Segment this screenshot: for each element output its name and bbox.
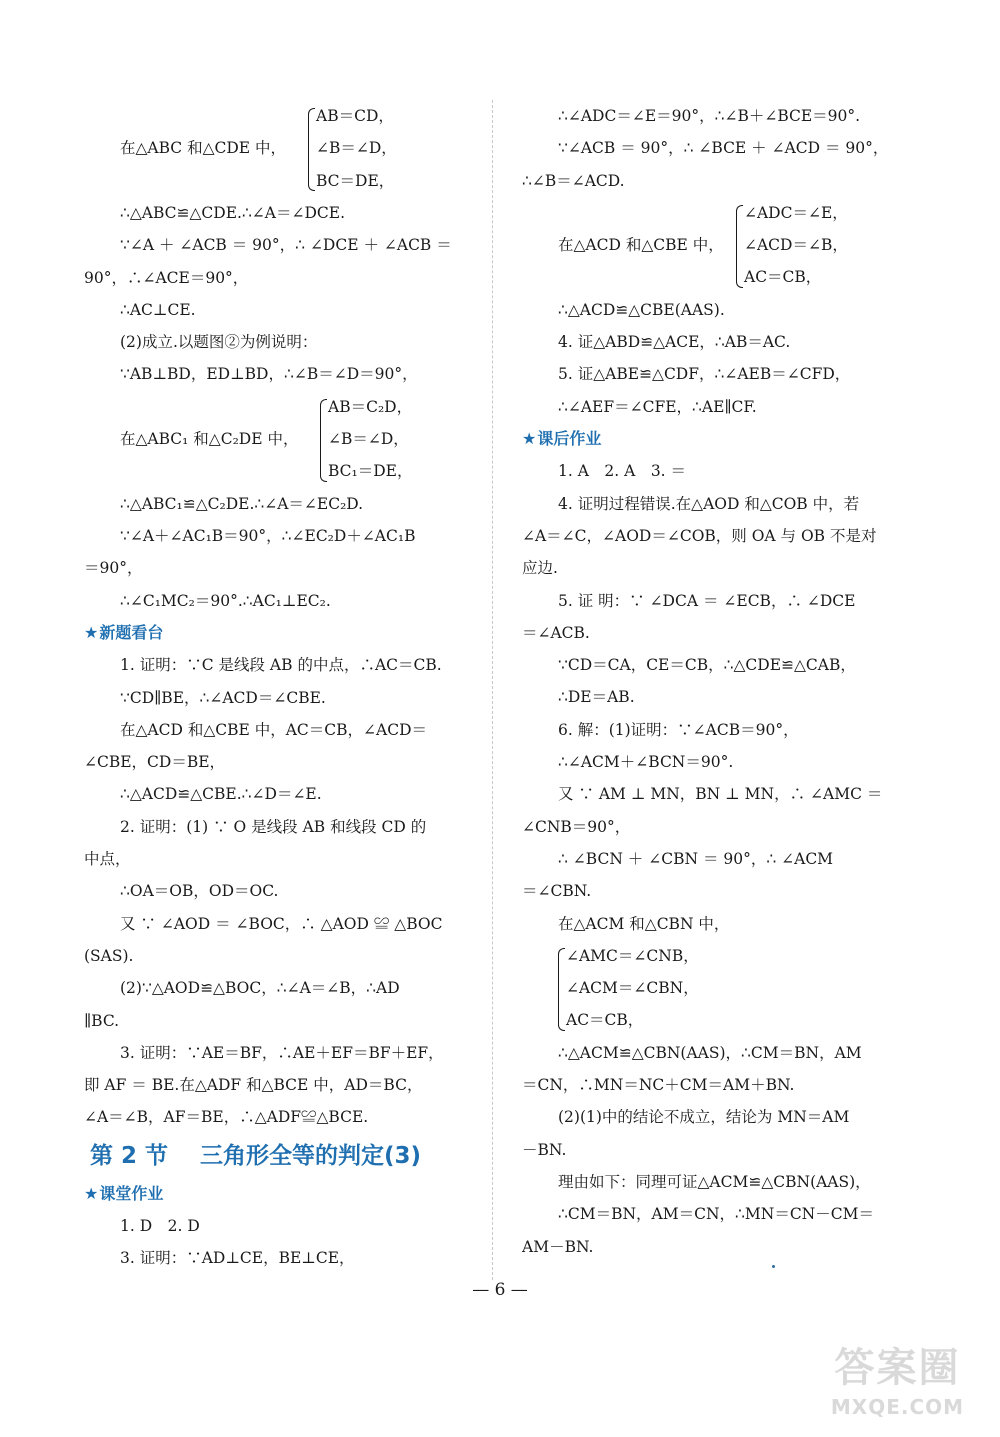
star-icon: ★ bbox=[522, 429, 537, 449]
left-column bbox=[84, 100, 470, 1275]
system-row: ∠ACD＝∠B， bbox=[744, 236, 848, 255]
text-line: ∴△ACD≌△CBE(AAS). bbox=[558, 300, 725, 319]
text-line: ∴∠B＝∠ACD. bbox=[522, 171, 625, 190]
text-line: 4. 证明过程错误.在△AOD 和△COB 中，若 bbox=[558, 494, 860, 513]
star-icon: ★ bbox=[84, 622, 99, 642]
text-line: ∵CD＝CA，CE＝CB，∴△CDE≌△CAB， bbox=[558, 656, 856, 675]
left-brace bbox=[320, 399, 327, 482]
text-line: ∴DE＝AB. bbox=[558, 688, 635, 707]
system-rows bbox=[316, 100, 397, 197]
text-line: ∵∠A＋∠AC₁B＝90°，∴∠EC₂D＋∠AC₁B bbox=[120, 527, 416, 546]
text-line: ∴CM＝BN，AM＝CN，∴MN＝CN－CM＝ bbox=[558, 1205, 874, 1224]
system-rows bbox=[328, 391, 413, 488]
text-line: 即 AF ＝ BE.在△ADF 和△BCE 中，AD＝BC， bbox=[84, 1076, 423, 1095]
system-row: AC＝CB， bbox=[566, 1011, 644, 1030]
subsection-heading: ★课后作业 bbox=[522, 429, 602, 449]
system-row: ∠AMC＝∠CNB， bbox=[566, 946, 699, 965]
system-lead: 在△ACD 和△CBE 中， bbox=[558, 236, 724, 255]
text-line: －BN. bbox=[522, 1140, 567, 1159]
text-line: 又 ∵ ∠AOD ＝ ∠BOC，∴ △AOD ≌ △BOC bbox=[120, 914, 443, 933]
ink-dot bbox=[772, 1265, 775, 1268]
text-line: ∵∠A ＋ ∠ACB ＝ 90°，∴ ∠DCE ＋ ∠ACB ＝ bbox=[120, 236, 452, 255]
text-line: 3. 证明：∵AE＝BF，∴AE＋EF＝BF＋EF， bbox=[120, 1043, 444, 1062]
system-row: AC＝CB， bbox=[744, 268, 822, 287]
watermark-text: 答案圈 bbox=[834, 1345, 961, 1391]
text-line: ＝∠CBN. bbox=[522, 882, 592, 901]
text-line: ∴△ABC≌△CDE.∴∠A＝∠DCE. bbox=[120, 204, 346, 222]
left-brace bbox=[558, 948, 565, 1031]
text-line: AM－BN. bbox=[522, 1237, 594, 1256]
equation-system bbox=[522, 197, 908, 294]
system-row: AB＝C₂D， bbox=[328, 397, 413, 416]
right-column bbox=[522, 100, 908, 1263]
text-line: 1. 证明：∵C 是线段 AB 的中点，∴AC＝CB. bbox=[120, 656, 442, 675]
text-line: 90°，∴∠ACE＝90°， bbox=[84, 268, 249, 287]
text-line: ∵CD∥BE，∴∠ACD＝∠CBE. bbox=[120, 688, 326, 707]
system-row: BC₁＝DE， bbox=[328, 462, 413, 481]
text-line: 中点， bbox=[84, 850, 131, 869]
system-rows bbox=[744, 197, 848, 294]
text-line: 1. A 2. A 3. ＝ bbox=[558, 462, 687, 481]
text-line: ∠A＝∠C，∠AOD＝∠COB，则 OA 与 OB 不是对 bbox=[522, 526, 877, 545]
text-line: 1. D 2. D bbox=[120, 1217, 200, 1236]
text-line: ∴AC⊥CE. bbox=[120, 300, 196, 319]
system-row: BC＝DE， bbox=[316, 171, 395, 190]
subsection-heading: ★新题看台 bbox=[84, 622, 164, 642]
text-line: 6. 解：(1)证明：∵∠ACB＝90°， bbox=[558, 720, 799, 739]
system-row: ∠B＝∠D， bbox=[316, 139, 397, 158]
subsection-heading: ★课堂作业 bbox=[84, 1183, 164, 1203]
system-row: AB＝CD， bbox=[316, 107, 394, 125]
text-line: 在△ACD 和△CBE 中，AC＝CB，∠ACD＝ bbox=[120, 720, 428, 739]
text-line: 3. 证明：∵AD⊥CE，BE⊥CE， bbox=[120, 1249, 355, 1268]
left-brace bbox=[308, 108, 315, 191]
text-line: ∥BC. bbox=[84, 1011, 120, 1030]
text-line: 理由如下：同理可证△ACM≌△CBN(AAS)， bbox=[558, 1173, 871, 1192]
text-line: ∠CBE，CD＝BE， bbox=[84, 753, 226, 772]
text-line: ∴ ∠BCN ＋ ∠CBN ＝ 90°，∴ ∠ACM bbox=[558, 849, 834, 868]
text-line: 5. 证 明：∵ ∠DCA ＝ ∠ECB，∴ ∠DCE bbox=[558, 591, 856, 610]
text-line: ∠CNB＝90°， bbox=[522, 817, 631, 836]
system-lead: 在△ABC 和△CDE 中， bbox=[120, 139, 287, 158]
equation-system bbox=[84, 391, 470, 488]
text-line: ∴∠C₁MC₂＝90°.∴AC₁⊥EC₂. bbox=[120, 591, 331, 610]
star-icon: ★ bbox=[84, 1183, 99, 1203]
equation-system bbox=[522, 940, 908, 1037]
text-line: ＝CN，∴MN＝NC＋CM＝AM＋BN. bbox=[522, 1076, 795, 1095]
text-line: (2)(1)中的结论不成立，结论为 MN＝AM bbox=[558, 1108, 850, 1127]
text-line: ∴△ACM≌△CBN(AAS)，∴CM＝BN，AM bbox=[558, 1043, 862, 1062]
left-brace bbox=[736, 205, 743, 288]
text-line: ∴∠AEF＝∠CFE，∴AE∥CF. bbox=[558, 397, 757, 416]
text-line: ∴OA＝OB，OD＝OC. bbox=[120, 882, 279, 901]
system-rows bbox=[566, 940, 699, 1037]
text-line: ∴△ABC₁≌△C₂DE.∴∠A＝∠EC₂D. bbox=[120, 494, 364, 513]
text-line: 4. 证△ABD≌△ACE，∴AB＝AC. bbox=[558, 333, 791, 352]
page-number: — 6 — bbox=[472, 1280, 528, 1300]
equation-system bbox=[84, 100, 470, 197]
text-line: 在△ACM 和△CBN 中， bbox=[558, 914, 730, 933]
text-line: (2)成立.以题图②为例说明： bbox=[120, 333, 318, 352]
system-row: ∠B＝∠D， bbox=[328, 430, 409, 449]
system-lead: 在△ABC₁ 和△C₂DE 中， bbox=[120, 430, 299, 449]
text-line: 应边. bbox=[522, 559, 558, 578]
text-line: ∴∠ACM＋∠BCN＝90°. bbox=[558, 753, 734, 772]
text-line: (2)∵△AOD≌△BOC，∴∠A＝∠B，∴AD bbox=[120, 979, 400, 998]
text-line: ∴△ACD≌△CBE.∴∠D＝∠E. bbox=[120, 785, 322, 804]
text-line: 5. 证△ABE≌△CDF，∴∠AEB＝∠CFD， bbox=[558, 365, 851, 384]
column-divider bbox=[492, 100, 493, 1280]
text-line: ∵∠ACB ＝ 90°，∴ ∠BCE ＋ ∠ACD ＝ 90°， bbox=[558, 139, 889, 158]
text-line: ＝∠ACB. bbox=[522, 623, 590, 642]
text-line: ∠A＝∠B，AF＝BE，∴△ADF≌△BCE. bbox=[84, 1108, 369, 1127]
text-line: ＝90°， bbox=[84, 559, 143, 578]
system-row: ∠ACM＝∠CBN， bbox=[566, 979, 699, 998]
system-row: ∠ADC＝∠E， bbox=[744, 203, 848, 222]
text-line: (SAS). bbox=[84, 946, 134, 965]
text-line: 又 ∵ AM ⊥ MN，BN ⊥ MN，∴ ∠AMC ＝ bbox=[558, 785, 883, 804]
section-title: 第 2 节 三角形全等的判定(3) bbox=[90, 1142, 422, 1169]
text-line: ∵AB⊥BD，ED⊥BD，∴∠B＝∠D＝90°， bbox=[120, 365, 418, 384]
watermark-logo bbox=[800, 1342, 995, 1432]
text-line: 2. 证明：(1) ∵ O 是线段 AB 和线段 CD 的 bbox=[120, 817, 427, 836]
text-line: ∴∠ADC＝∠E＝90°，∴∠B＋∠BCE＝90°. bbox=[558, 107, 861, 125]
watermark-site: MXQE.COM bbox=[830, 1395, 965, 1419]
